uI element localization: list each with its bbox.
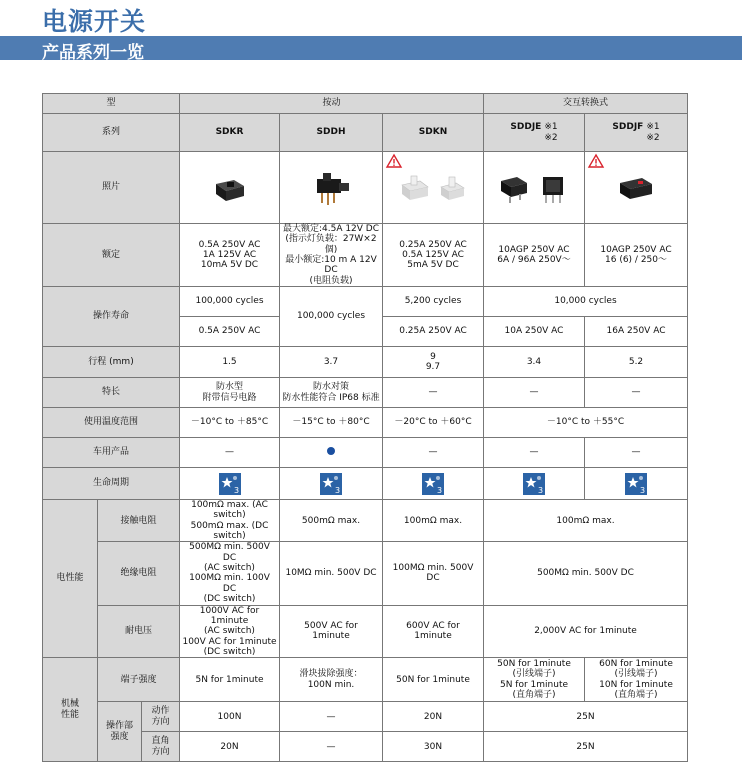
insulation-value: 10MΩ min. 500V DC [280, 542, 383, 605]
automotive-value: — [484, 438, 585, 468]
rating-label: 额定 [43, 224, 180, 287]
travel-value: 9 9.7 [383, 347, 484, 378]
contact-res-value: 500mΩ max. [280, 500, 383, 542]
rating-value: 10AGP 250V AC 6A / 96A 250V～ [484, 224, 585, 287]
actuator-action-row [43, 702, 688, 732]
life-load-value: 16A 250V AC [585, 317, 688, 347]
automotive-value: — [585, 438, 688, 468]
lifecycle-star-3-icon [219, 473, 241, 495]
terminal-value: 50N for 1minute (引线端子) 5N for 1minute (直角端子) [484, 658, 585, 702]
rocker-group-header: 交互转换式 [484, 94, 688, 114]
series-label: 系列 [43, 114, 180, 152]
action-value: 100N [180, 702, 280, 732]
withstand-value: 600V AC for 1minute [383, 605, 484, 658]
insulation-label: 绝缘电阻 [98, 542, 180, 605]
photo-sddh [280, 152, 383, 224]
automotive-label: 车用产品 [43, 438, 180, 468]
temp-row [43, 408, 688, 438]
svg-text:3: 3 [233, 485, 239, 495]
sdkr-switch-photo [210, 172, 250, 204]
terminal-value: 5N for 1minute [180, 658, 280, 702]
features-value: 防水型 附带信号电路 [180, 378, 280, 408]
temp-value: －10°C to ＋85°C [180, 408, 280, 438]
withstand-value: 500V AC for 1minute [280, 605, 383, 658]
sddje-switch-photo [497, 171, 531, 205]
lifecycle-star-3-icon [422, 473, 444, 495]
series-sddje: SDDJE ※1 ※2 [484, 114, 585, 152]
automotive-value [280, 438, 383, 468]
series-sddh: SDDH [280, 114, 383, 152]
temp-value: －15°C to ＋80°C [280, 408, 383, 438]
insulation-value: 100MΩ min. 500V DC [383, 542, 484, 605]
terminal-value: 50N for 1minute [383, 658, 484, 702]
section-banner [0, 36, 742, 63]
lifecycle-value [180, 468, 280, 500]
header-row-group [43, 94, 688, 114]
life-row-cycles [43, 287, 688, 317]
sdkn-switch-photo [398, 173, 432, 203]
type-header: 型 [43, 94, 180, 114]
lifecycle-value [280, 468, 383, 500]
series-note: ※1 ※2 [646, 122, 660, 143]
rating-value: 0.25A 250V AC 0.5A 125V AC 5mA 5V DC [383, 224, 484, 287]
warning-triangle-icon [588, 154, 604, 168]
travel-row [43, 347, 688, 378]
lifecycle-value [585, 468, 688, 500]
photo-label: 照片 [43, 152, 180, 224]
travel-label: 行程 (mm) [43, 347, 180, 378]
contact-res-value: 100mΩ max. (AC switch) 500mΩ max. (DC switch) [180, 500, 280, 542]
sddjf-switch-photo [616, 173, 656, 203]
photo-row [43, 152, 688, 224]
series-sdkr: SDKR [180, 114, 280, 152]
action-value: 25N [484, 702, 688, 732]
terminal-row [43, 658, 688, 702]
life-cycles-value: 100,000 cycles [280, 287, 383, 347]
perp-value: 30N [383, 732, 484, 762]
section-title: 产品系列一览 [42, 43, 144, 63]
life-cycles-value: 10,000 cycles [484, 287, 688, 317]
features-value: — [585, 378, 688, 408]
temp-value: －10°C to ＋55°C [484, 408, 688, 438]
product-series-table [42, 93, 688, 762]
withstand-row [43, 605, 688, 658]
series-sddjf: SDDJF ※1 ※2 [585, 114, 688, 152]
temp-label: 使用温度范围 [43, 408, 180, 438]
terminal-value: 滑块拔除强度： 100N min. [280, 658, 383, 702]
insulation-value: 500MΩ min. 500V DC [484, 542, 688, 605]
photo-sdkn [383, 152, 484, 224]
photo-sdkr [180, 152, 280, 224]
rating-value: 10AGP 250V AC 16 (6) / 250～ [585, 224, 688, 287]
lifecycle-star-3-icon [625, 473, 647, 495]
lifecycle-star-3-icon [523, 473, 545, 495]
rating-value: 0.5A 250V AC 1A 125V AC 10mA 5V DC [180, 224, 280, 287]
terminal-value: 60N for 1minute (引线端子) 10N for 1minute (直角端子) [585, 658, 688, 702]
life-cycles-value: 100,000 cycles [180, 287, 280, 317]
life-load-value: 10A 250V AC [484, 317, 585, 347]
svg-text:3: 3 [538, 485, 544, 495]
perp-value: 25N [484, 732, 688, 762]
life-load-value: 0.5A 250V AC [180, 317, 280, 347]
lifecycle-value [383, 468, 484, 500]
contact-res-row [43, 500, 688, 542]
svg-text:3: 3 [437, 485, 443, 495]
actuator-label: 操作部 强度 [98, 702, 142, 762]
terminal-label: 端子强度 [98, 658, 180, 702]
lifecycle-value [484, 468, 585, 500]
automotive-value: — [180, 438, 280, 468]
withstand-label: 耐电压 [98, 605, 180, 658]
contact-res-label: 接触电阻 [98, 500, 180, 542]
withstand-value: 1000V AC for 1minute (AC switch) 100V AC for 1minute (DC switch) [180, 605, 280, 658]
life-load-value: 0.25A 250V AC [383, 317, 484, 347]
rating-value: 最大额定:4.5A 12V DC (指示灯负载：27W×2 個) 最小额定:10 m A 12V DC (电阻负载) [280, 224, 383, 287]
perp-dir-label: 直角 方向 [142, 732, 180, 762]
action-dir-label: 动作 方向 [142, 702, 180, 732]
automotive-dot-icon [327, 447, 335, 455]
sddh-switch-photo [309, 169, 353, 207]
electrical-label: 电性能 [43, 500, 98, 658]
lifecycle-star-3-icon [320, 473, 342, 495]
lifecycle-row [43, 468, 688, 500]
photo-sddje [484, 152, 585, 224]
life-cycles-value: 5,200 cycles [383, 287, 484, 317]
series-row [43, 114, 688, 152]
features-row [43, 378, 688, 408]
sdkn-switch-photo-alt [438, 173, 468, 203]
travel-value: 5.2 [585, 347, 688, 378]
rating-row [43, 224, 688, 287]
svg-text:3: 3 [335, 485, 341, 495]
travel-value: 3.7 [280, 347, 383, 378]
travel-value: 1.5 [180, 347, 280, 378]
action-value: 20N [383, 702, 484, 732]
mechanical-label: 机械 性能 [43, 658, 98, 762]
features-value: — [383, 378, 484, 408]
page-title: 电源开关 [42, 7, 147, 36]
perp-value: — [280, 732, 383, 762]
push-group-header: 按动 [180, 94, 484, 114]
features-label: 特长 [43, 378, 180, 408]
contact-res-value: 100mΩ max. [484, 500, 688, 542]
withstand-value: 2,000V AC for 1minute [484, 605, 688, 658]
action-value: — [280, 702, 383, 732]
automotive-value: — [383, 438, 484, 468]
lifecycle-label: 生命周期 [43, 468, 180, 500]
travel-value: 3.4 [484, 347, 585, 378]
photo-sddjf [585, 152, 688, 224]
temp-value: －20°C to ＋60°C [383, 408, 484, 438]
life-label: 操作寿命 [43, 287, 180, 347]
features-value: 防水对策 防水性能符合 IP68 标准 [280, 378, 383, 408]
svg-text:3: 3 [640, 485, 646, 495]
series-sdkn: SDKN [383, 114, 484, 152]
insulation-value: 500MΩ min. 500V DC (AC switch) 100MΩ min. 100V DC (DC switch) [180, 542, 280, 605]
features-value: — [484, 378, 585, 408]
insulation-row [43, 542, 688, 605]
warning-triangle-icon [386, 154, 402, 168]
automotive-row [43, 438, 688, 468]
contact-res-value: 100mΩ max. [383, 500, 484, 542]
series-note: ※1 ※2 [544, 122, 558, 143]
perp-value: 20N [180, 732, 280, 762]
sddje-switch-photo-alt [537, 171, 571, 205]
